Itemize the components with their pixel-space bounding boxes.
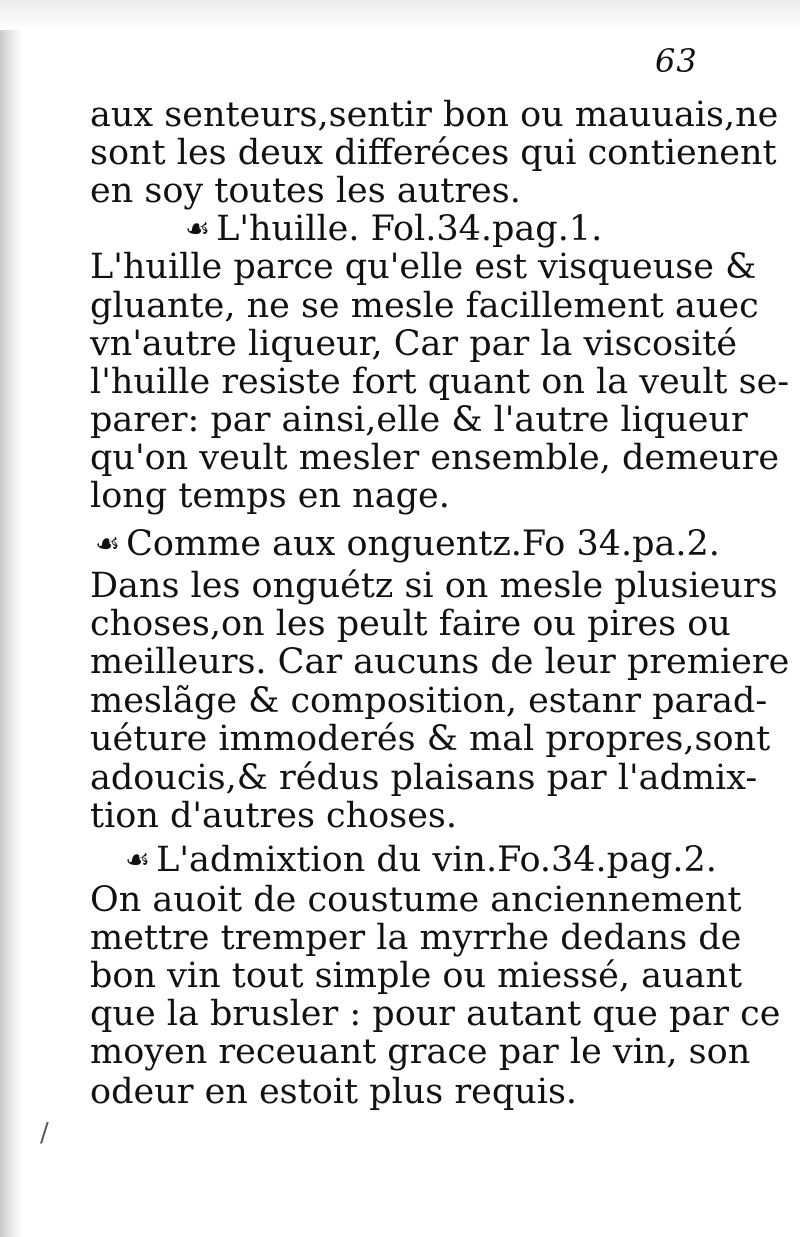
text-line: choses,on les peult faire ou pires ou — [90, 604, 731, 644]
text-line: odeur en estoit plus requis. — [90, 1072, 578, 1112]
text-line: adoucis,& rédus plaisans par l'admix- — [90, 758, 758, 798]
text-line: gluante, ne se mesle facillement auec — [90, 286, 759, 326]
text-line: Dans les onguétz si on mesle plusieurs — [90, 566, 778, 606]
section-heading — [95, 524, 720, 566]
section-heading — [185, 209, 685, 251]
heading-text: Comme aux onguentz.Fo 34.pa.2. — [126, 524, 720, 564]
text-line: aux senteurs,sentir bon ou mauuais,ne — [90, 95, 779, 135]
page-gutter-shadow — [0, 0, 22, 1237]
text-line: que la brusler : pour autant que par ce — [90, 994, 781, 1034]
text-line: meilleurs. Car aucuns de leur premiere — [90, 642, 790, 682]
text-line: On auoit de coustume anciennement — [90, 880, 742, 920]
text-line: long temps en nage. — [90, 476, 450, 516]
text-line: tion d'autres choses. — [90, 796, 458, 836]
text-line: moyen receuant grace par le vin, son — [90, 1032, 751, 1072]
text-line: l'huille resiste fort quant on la veult se- — [90, 362, 790, 402]
heading-text: L'huille. Fol.34.pag.1. — [216, 209, 603, 249]
fleuron-icon: ☙ — [125, 843, 151, 876]
text-line: sont les deux differéces qui contienent — [90, 133, 777, 173]
text-line: bon vin tout simple ou miessé, auant — [90, 956, 743, 996]
page-top-shadow — [0, 0, 800, 30]
text-line: qu'on veult mesler ensemble, demeure — [90, 438, 780, 478]
text-line: mettre tremper la myrrhe dedans de — [90, 918, 742, 958]
text-line: uéture immoderés & mal propres,sont — [90, 719, 771, 759]
paper-blemish: / — [40, 1118, 49, 1148]
text-line: L'huille parce qu'elle est visqueuse & — [90, 247, 757, 287]
fleuron-icon: ☙ — [95, 527, 121, 560]
section-heading — [125, 840, 717, 882]
heading-text: L'admixtion du vin.Fo.34.pag.2. — [156, 840, 717, 880]
text-line: parer: par ainsi,elle & l'autre liqueur — [90, 400, 748, 440]
text-line: meslãge & composition, estanr parad- — [90, 681, 768, 721]
page-number: 63 — [655, 42, 698, 80]
text-line: vn'autre liqueur, Car par la viscosité — [90, 324, 738, 364]
fleuron-icon: ☙ — [185, 212, 211, 245]
text-line: en soy toutes les autres. — [90, 171, 521, 211]
